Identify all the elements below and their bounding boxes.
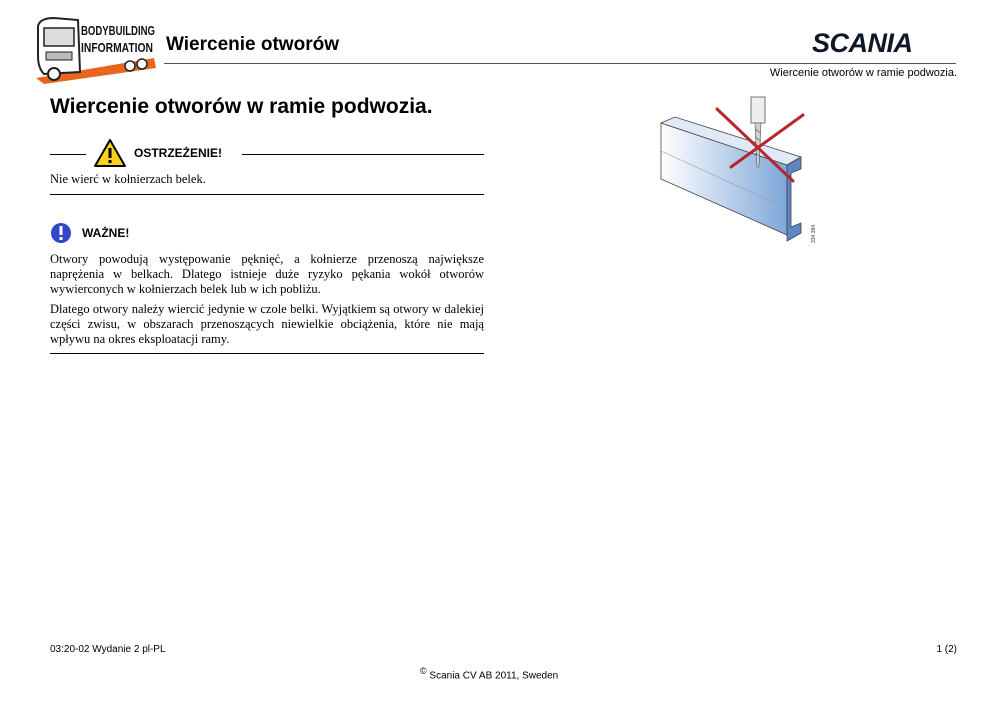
important-paragraph-1: Otwory powodują występowanie pęknięć, a kołnierze przenoszą największe naprężenia w belkach. Dlatego istnieje duże ryzyko pękania wokół otworów wywierconych w kołnierzach belek lub w ich pobliżu.	[50, 252, 484, 296]
warning-rule-right	[242, 154, 484, 155]
warning-text: Nie wierć w kołnierzach belek.	[50, 172, 206, 186]
copyright-text: Scania CV AB 2011, Sweden	[429, 670, 559, 682]
beam-drilling-illustration	[655, 95, 825, 255]
header-title: Wiercenie otworów	[166, 34, 339, 55]
important-bottom-rule	[50, 353, 484, 354]
important-label: WAŻNE!	[82, 226, 130, 240]
header-divider	[164, 63, 956, 64]
important-exclamation-icon	[50, 222, 72, 244]
warning-bottom-rule	[50, 194, 484, 195]
warning-triangle-icon	[93, 138, 127, 168]
important-header	[50, 222, 350, 244]
illustration-id: 334 384	[811, 224, 817, 243]
warning-header	[50, 138, 484, 168]
scania-brand-logo: SCANIA	[812, 28, 913, 58]
page-number: 1 (2)	[936, 644, 957, 655]
logo-text-line2: INFORMATION	[81, 40, 153, 55]
bodybuilding-logo	[34, 16, 158, 84]
important-paragraph-2: Dlatego otwory należy wiercić jedynie w czole belki. Wyjątkiem są otwory w dalekiej części zwisu, w obszarach przenoszących niewielkie obciążenia, które nie mają wpływu na okres eksploatacji ramy.	[50, 302, 484, 346]
header-subtitle: Wiercenie otworów w ramie podwozia.	[769, 67, 957, 79]
warning-label: OSTRZEŻENIE!	[134, 146, 223, 160]
document-reference: 03:20-02 Wydanie 2 pl-PL	[50, 644, 166, 655]
copyright-symbol: ©	[420, 666, 427, 676]
page-heading: Wiercenie otworów w ramie podwozia.	[50, 95, 433, 118]
copyright-notice	[420, 666, 558, 681]
warning-rule-left	[50, 154, 86, 155]
logo-text-line1: BODYBUILDING	[81, 23, 155, 38]
